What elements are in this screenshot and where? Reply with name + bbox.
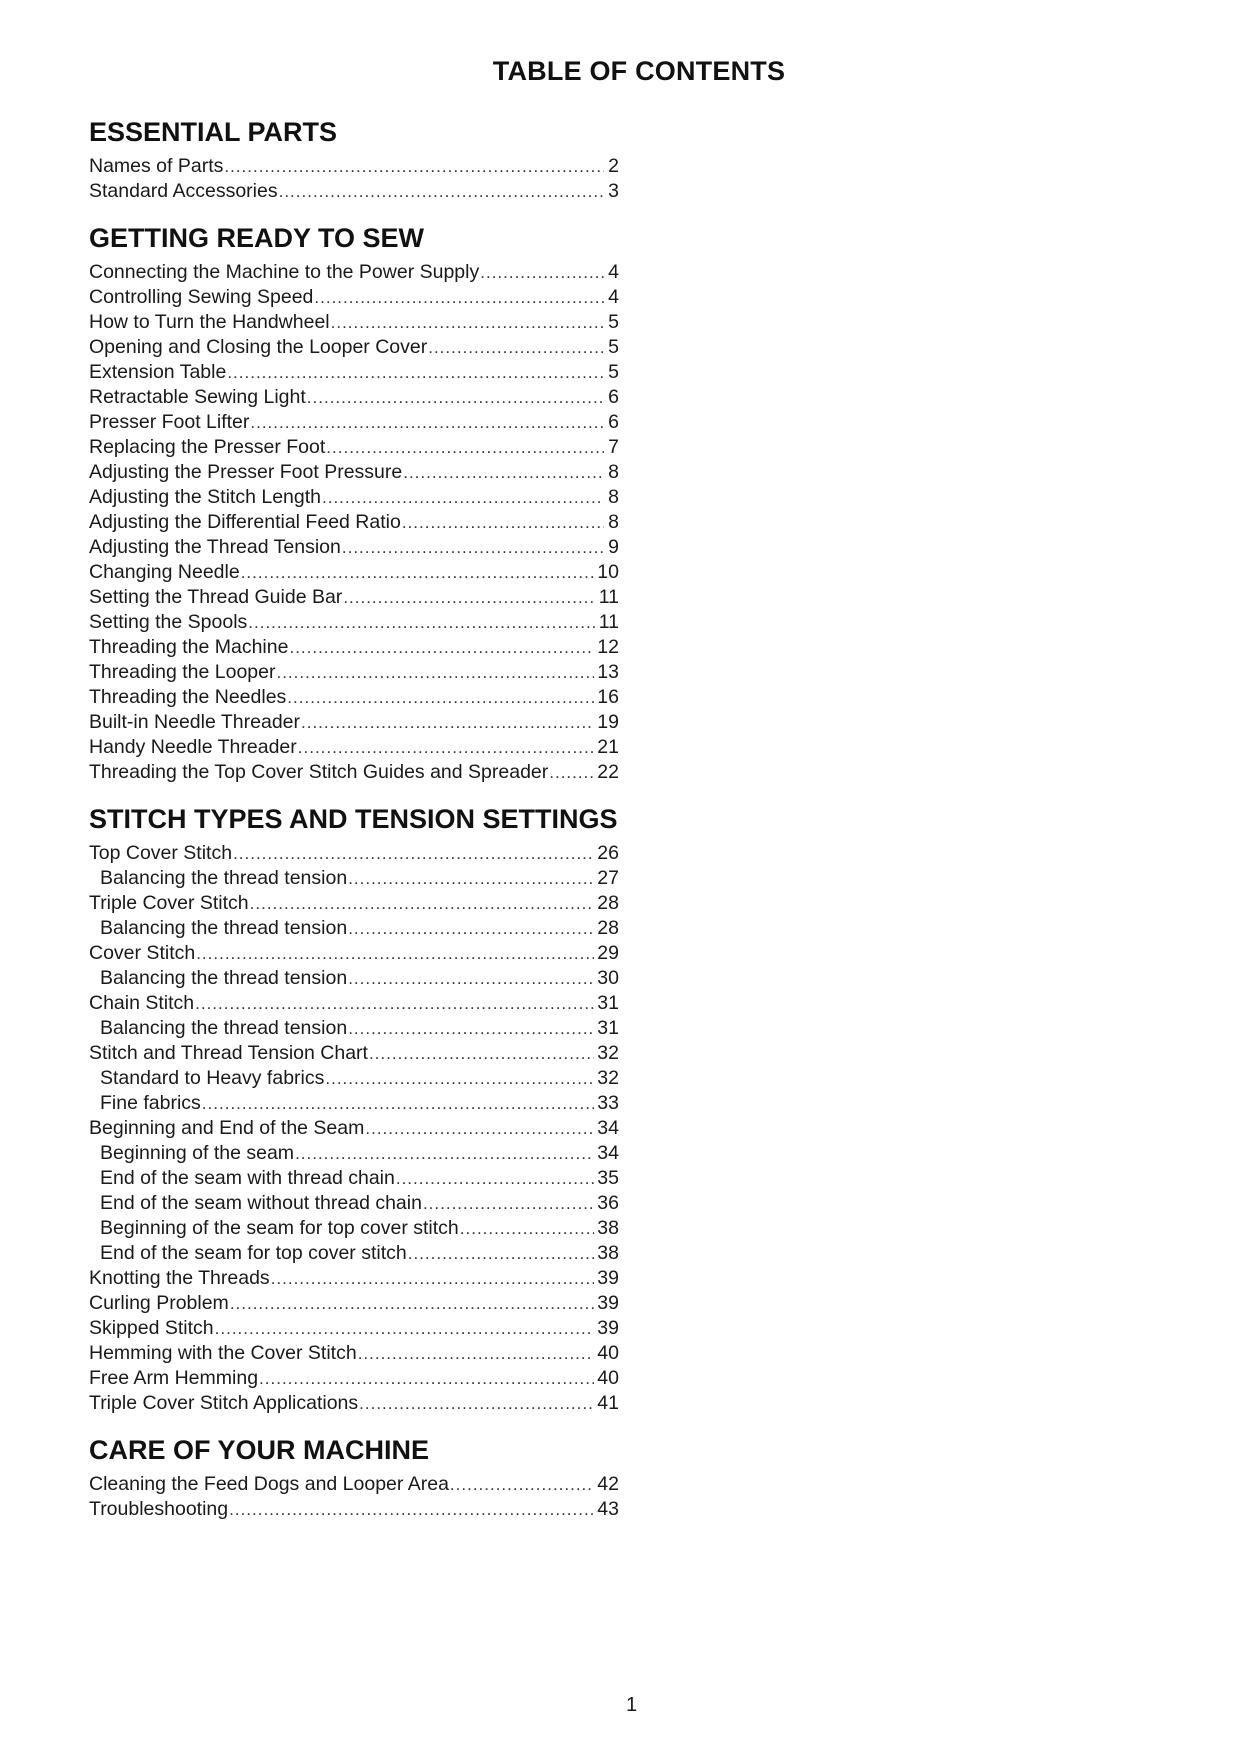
dot-leader [248,610,595,635]
entry-label: Setting the Spools [89,611,248,633]
dot-leader [289,635,594,660]
entry-label: Adjusting the Presser Foot Pressure [89,461,403,483]
toc-entry[interactable] [89,335,619,360]
entry-page-number: 8 [608,461,619,483]
toc-entry[interactable] [89,1316,619,1341]
entry-label: End of the seam for top cover stitch [100,1242,407,1264]
entry-label: Changing Needle [89,561,240,583]
entry-label: Standard Accessories [89,180,278,202]
dot-leader [408,1241,595,1266]
entry-page-number: 22 [597,761,619,783]
dot-leader [230,1291,594,1316]
entry-page-number: 11 [598,586,619,608]
toc-entry[interactable] [89,1472,619,1497]
entry-page-number: 5 [608,311,619,333]
entry-label: Cover Stitch [89,942,196,964]
entry-page-number: 39 [597,1267,619,1289]
entry-page-number: 13 [597,661,619,683]
section-heading: GETTING READY TO SEW [89,223,425,253]
toc-entry[interactable] [89,710,619,735]
toc-subentry[interactable] [89,1166,619,1191]
dot-leader [227,360,604,385]
entry-label: Handy Needle Threader [89,736,297,758]
entry-label: Balancing the thread tension [100,917,348,939]
entry-label: Connecting the Machine to the Power Supply [89,261,480,283]
section-heading: ESSENTIAL PARTS [89,117,338,147]
entry-label: Chain Stitch [89,992,195,1014]
toc-entry[interactable] [89,260,619,285]
toc-section [89,1430,619,1522]
entry-label: Presser Foot Lifter [89,411,250,433]
dot-leader [233,841,594,866]
entry-label: Adjusting the Thread Tension [89,536,341,558]
toc-entry[interactable] [89,660,619,685]
entry-label: Replacing the Presser Foot [89,436,326,458]
dot-leader [326,435,604,460]
toc-entry[interactable] [89,385,619,410]
toc-entry[interactable] [89,1116,619,1141]
dot-leader [287,685,594,710]
entry-label: Skipped Stitch [89,1317,214,1339]
toc-entry[interactable] [89,610,619,635]
dot-leader [215,1316,595,1341]
entry-label: Beginning of the seam [100,1142,295,1164]
dot-leader [403,460,604,485]
dot-leader [325,1066,594,1091]
toc-entry[interactable] [89,760,619,785]
entry-page-number: 31 [597,1017,619,1039]
toc-entry[interactable] [89,991,619,1016]
entry-label: Adjusting the Stitch Length [89,486,321,508]
dot-leader [402,510,604,535]
entry-page-number: 12 [597,636,619,658]
entry-page-number: 38 [597,1242,619,1264]
entry-page-number: 39 [597,1292,619,1314]
dot-leader [229,1497,594,1522]
entry-label: Threading the Needles [89,686,287,708]
dot-leader [295,1141,594,1166]
toc-subentry[interactable] [89,1091,619,1116]
entry-label: Names of Parts [89,155,224,177]
dot-leader [342,535,604,560]
entry-label: Knotting the Threads [89,1267,270,1289]
dot-leader [480,260,604,285]
page-number: 1 [625,1694,638,1716]
entry-page-number: 11 [598,611,619,633]
dot-leader [314,285,604,310]
dot-leader [307,385,604,410]
dot-leader [224,154,604,179]
toc-entry[interactable] [89,1266,619,1291]
toc-subentry[interactable] [89,1066,619,1091]
dot-leader [348,1016,594,1041]
toc-section [89,112,619,204]
entry-page-number: 40 [597,1367,619,1389]
section-heading: STITCH TYPES AND TENSION SETTINGS [89,804,618,834]
entry-page-number: 34 [597,1117,619,1139]
entry-label: Fine fabrics [100,1092,201,1114]
toc-entry[interactable] [89,685,619,710]
toc-entry[interactable] [89,410,619,435]
entry-page-number: 41 [597,1392,619,1414]
dot-leader [423,1191,594,1216]
entry-page-number: 35 [597,1167,619,1189]
dot-leader [359,1391,594,1416]
toc-subentry[interactable] [89,966,619,991]
toc-entry[interactable] [89,1497,619,1522]
toc-entry[interactable] [89,635,619,660]
toc-subentry[interactable] [89,866,619,891]
dot-leader [460,1216,595,1241]
toc-subentry[interactable] [89,1016,619,1041]
dot-leader [241,560,595,585]
dot-leader [348,866,594,891]
entry-label: Controlling Sewing Speed [89,286,314,308]
dot-leader [369,1041,594,1066]
dot-leader [343,585,595,610]
dot-leader [549,760,594,785]
entry-label: How to Turn the Handwheel [89,311,330,333]
entry-label: Threading the Top Cover Stitch Guides and Spreader [89,761,549,783]
dot-leader [276,660,594,685]
entry-page-number: 28 [597,917,619,939]
entry-label: Hemming with the Cover Stitch [89,1342,357,1364]
entry-page-number: 32 [597,1067,619,1089]
entry-page-number: 36 [597,1192,619,1214]
dot-leader [250,410,604,435]
entry-label: Threading the Looper [89,661,276,683]
entry-label: Beginning of the seam for top cover stitch [100,1217,459,1239]
toc-entry[interactable] [89,735,619,760]
dot-leader [250,891,595,916]
dot-leader [450,1472,594,1497]
toc-entry[interactable] [89,1041,619,1066]
toc-entry[interactable] [89,891,619,916]
toc-entry[interactable] [89,560,619,585]
toc-subentry[interactable] [89,1141,619,1166]
entry-label: Balancing the thread tension [100,1017,348,1039]
dot-leader [365,1116,594,1141]
entry-page-number: 6 [608,386,619,408]
toc-subentry[interactable] [89,1191,619,1216]
entry-label: Balancing the thread tension [100,867,348,889]
toc-entry[interactable] [89,360,619,385]
dot-leader [348,916,594,941]
toc-entry[interactable] [89,285,619,310]
dot-leader [259,1366,594,1391]
toc-entry[interactable] [89,841,619,866]
entry-page-number: 6 [608,411,619,433]
entry-page-number: 26 [597,842,619,864]
dot-leader [271,1266,595,1291]
dot-leader [202,1091,595,1116]
dot-leader [348,966,594,991]
entry-page-number: 3 [608,180,619,202]
entry-label: Top Cover Stitch [89,842,233,864]
entry-page-number: 31 [597,992,619,1014]
entry-page-number: 8 [608,486,619,508]
entry-label: Adjusting the Differential Feed Ratio [89,511,401,533]
entry-page-number: 40 [597,1342,619,1364]
entry-page-number: 4 [608,261,619,283]
entry-page-number: 29 [597,942,619,964]
dot-leader [358,1341,595,1366]
entry-page-number: 10 [597,561,619,583]
toc-entry[interactable] [89,585,619,610]
dot-leader [298,735,595,760]
entry-page-number: 9 [608,536,619,558]
toc-entry[interactable] [89,1291,619,1316]
entry-label: Extension Table [89,361,227,383]
entry-label: Curling Problem [89,1292,229,1314]
entry-page-number: 8 [608,511,619,533]
entry-label: Built-in Needle Threader [89,711,301,733]
entry-page-number: 30 [597,967,619,989]
entry-page-number: 38 [597,1217,619,1239]
toc-section [89,799,619,1416]
entry-page-number: 5 [608,361,619,383]
entry-label: Triple Cover Stitch Applications [89,1392,359,1414]
entry-label: Free Arm Hemming [89,1367,259,1389]
entry-label: Balancing the thread tension [100,967,348,989]
toc-entry[interactable] [89,535,619,560]
entry-page-number: 34 [597,1142,619,1164]
entry-label: Retractable Sewing Light [89,386,306,408]
dot-leader [428,335,604,360]
toc-entry[interactable] [89,485,619,510]
entry-page-number: 16 [597,686,619,708]
dot-leader [195,991,594,1016]
entry-label: Standard to Heavy fabrics [100,1067,325,1089]
toc-entry[interactable] [89,941,619,966]
toc-subentry[interactable] [89,1216,619,1241]
section-heading: CARE OF YOUR MACHINE [89,1435,430,1465]
dot-leader [301,710,594,735]
entry-label: Beginning and End of the Seam [89,1117,365,1139]
entry-label: Troubleshooting [89,1498,229,1520]
toc-entry[interactable] [89,510,619,535]
toc-subentry[interactable] [89,1241,619,1266]
toc-subentry[interactable] [89,916,619,941]
entry-page-number: 28 [597,892,619,914]
entry-label: End of the seam with thread chain [100,1167,395,1189]
entry-label: Setting the Thread Guide Bar [89,586,343,608]
entry-page-number: 39 [597,1317,619,1339]
entry-label: Cleaning the Feed Dogs and Looper Area [89,1473,449,1495]
toc-entry[interactable] [89,154,619,179]
entry-page-number: 7 [608,436,619,458]
dot-leader [196,941,594,966]
entry-page-number: 43 [597,1498,619,1520]
entry-page-number: 32 [597,1042,619,1064]
page-title: TABLE OF CONTENTS [492,56,786,86]
entry-page-number: 19 [597,711,619,733]
entry-page-number: 4 [608,286,619,308]
dot-leader [279,179,604,204]
toc-entry[interactable] [89,310,619,335]
entry-page-number: 21 [597,736,619,758]
table-of-contents [89,112,619,1522]
entry-page-number: 42 [597,1473,619,1495]
entry-page-number: 5 [608,336,619,358]
toc-entry[interactable] [89,435,619,460]
entry-label: Stitch and Thread Tension Chart [89,1042,368,1064]
entry-label: End of the seam without thread chain [100,1192,422,1214]
toc-entry[interactable] [89,1391,619,1416]
toc-section [89,218,619,785]
toc-entry[interactable] [89,460,619,485]
entry-label: Threading the Machine [89,636,289,658]
entry-page-number: 2 [608,155,619,177]
toc-entry[interactable] [89,179,619,204]
entry-label: Opening and Closing the Looper Cover [89,336,428,358]
toc-entry[interactable] [89,1366,619,1391]
dot-leader [331,310,604,335]
entry-page-number: 33 [597,1092,619,1114]
dot-leader [396,1166,594,1191]
toc-entry[interactable] [89,1341,619,1366]
dot-leader [322,485,604,510]
entry-page-number: 27 [597,867,619,889]
entry-label: Triple Cover Stitch [89,892,249,914]
